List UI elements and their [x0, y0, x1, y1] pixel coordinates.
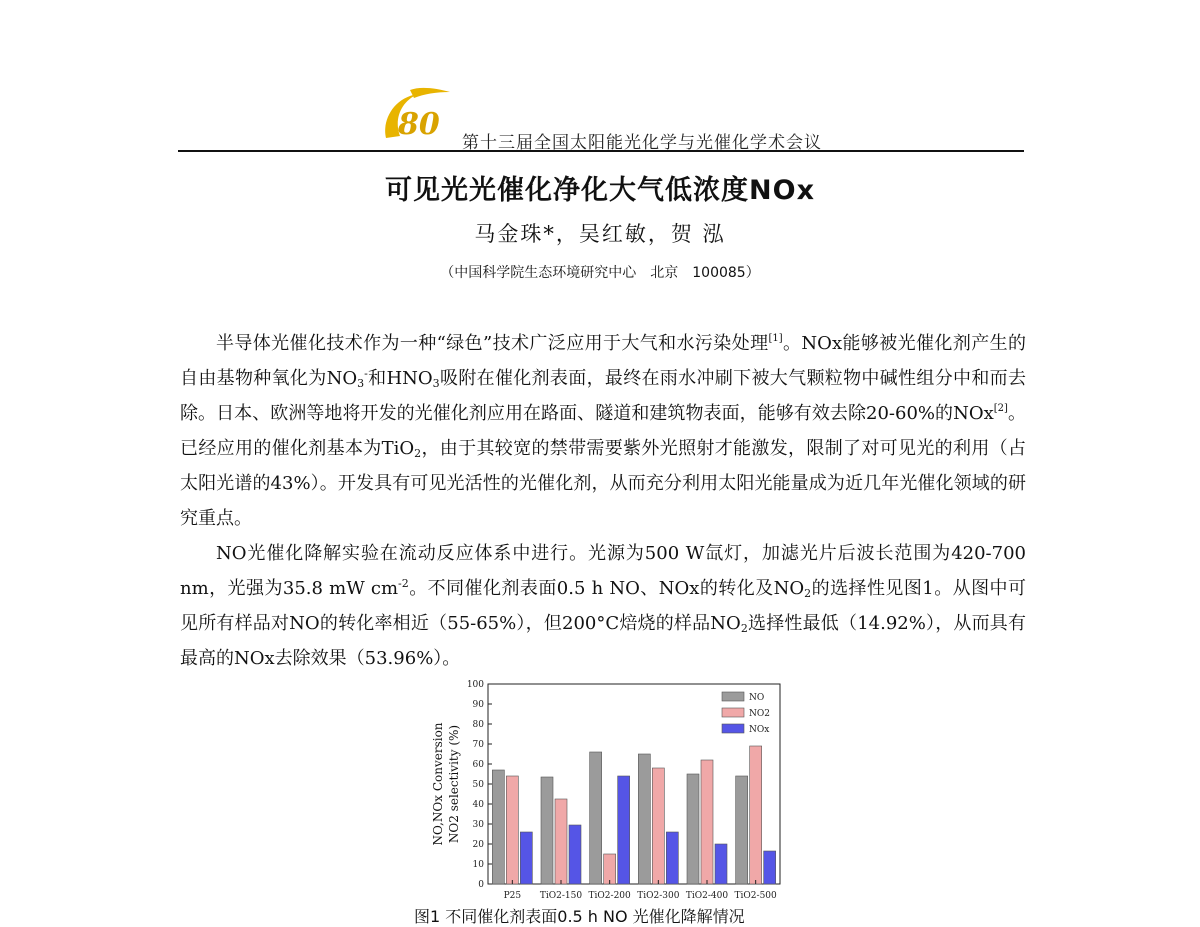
p2-text-a: NO光催化降解实验在流动反应体系中进行。光源为500 W氙灯，加滤光片后波长范围为420-700 nm，光强为35.8 mW cm: [180, 543, 1026, 599]
p2-subscript-2: 2: [740, 622, 748, 635]
bar-no: [590, 752, 602, 884]
bar-nox: [520, 832, 532, 884]
p1-text-e: 。已经应用的催化剂基本为TiO: [180, 403, 1027, 459]
legend-swatch-no: [722, 692, 744, 701]
p1-superscript-1: -: [364, 367, 368, 380]
legend-swatch-nox: [722, 724, 744, 733]
p2-text-d: 选择性最低（14.92%），从而具有最高的NOx去除效果（53.96%）。: [180, 613, 1026, 669]
bar-nox: [764, 851, 776, 884]
logo-number: 80: [398, 107, 440, 142]
header-rule: [178, 150, 1024, 152]
paper-affiliation: （中国科学院生态环境研究中心 北京 100085）: [440, 265, 760, 281]
p2-superscript-1: -2: [398, 577, 409, 590]
x-tick-label: P25: [503, 891, 522, 901]
bar-no2: [555, 799, 567, 884]
bar-no: [541, 777, 553, 884]
x-tick-label: TiO2-400: [685, 891, 729, 901]
p1-subscript-2: 3: [432, 377, 440, 390]
x-tick-label: TiO2-500: [734, 891, 777, 901]
body-text: [180, 326, 1026, 676]
legend-label-nox: NOx: [749, 725, 770, 735]
bar-nox: [666, 832, 678, 884]
p1-subscript-1: 3: [357, 377, 365, 390]
paper-title: 可见光光催化净化大气低浓度NOx: [385, 175, 815, 206]
bar-no2: [750, 746, 762, 884]
y-tick-label: 70: [472, 740, 484, 750]
y-tick-label: 10: [472, 860, 484, 870]
paragraph-2: [180, 536, 1026, 676]
x-tick-label: TiO2-300: [637, 891, 680, 901]
p1-text-b: 。NOx能够被光催化剂产生的自由基物种氧化为NO: [180, 333, 1026, 389]
figure-caption: 图1 不同催化剂表面0.5 h NO 光催化降解情况: [414, 907, 745, 926]
y-tick-label: 100: [466, 680, 484, 690]
bar-no2: [701, 760, 713, 884]
legend-label-no2: NO2: [749, 709, 770, 719]
paragraph-1: [180, 326, 1026, 536]
bar-nox: [569, 825, 581, 884]
paper-authors: 马金珠*，吴红敏，贺 泓: [474, 222, 726, 246]
citation-2: [2]: [993, 403, 1008, 414]
bar-no: [687, 774, 699, 884]
p1-subscript-3: 2: [414, 447, 422, 460]
y-tick-label: 80: [472, 720, 484, 730]
p1-text-a: 半导体光催化技术作为一种“绿色”技术广泛应用于大气和水污染处理: [216, 333, 769, 354]
y-tick-label: 20: [472, 840, 484, 850]
bar-no: [736, 776, 748, 884]
bar-nox: [618, 776, 630, 884]
bar-no: [638, 754, 650, 884]
y-axis-label-line1: NO,NOx Conversion: [431, 722, 445, 846]
p2-text-c: 的选择性见图1。从图中可见所有样品对NO的转化率相近（55-65%），但200°C焙烧的样品NO: [180, 578, 1026, 634]
y-tick-label: 50: [472, 780, 484, 790]
conference-logo: [380, 86, 460, 148]
y-tick-label: 60: [472, 760, 484, 770]
y-tick-label: 30: [472, 820, 484, 830]
legend-swatch-no2: [722, 708, 744, 717]
x-tick-label: TiO2-150: [539, 891, 583, 901]
p2-text-b: 。不同催化剂表面0.5 h NO、NOx的转化及NO: [408, 578, 805, 599]
bar-no2: [506, 776, 518, 884]
citation-1: [1]: [768, 333, 783, 344]
conversion-bar-chart: [410, 672, 790, 912]
bar-nox: [715, 844, 727, 884]
bar-no2: [652, 768, 664, 884]
x-tick-label: TiO2-200: [588, 891, 631, 901]
y-tick-label: 90: [472, 700, 484, 710]
y-tick-label: 0: [478, 880, 484, 890]
p1-text-f: ，由于其较宽的禁带需要紫外光照射才能激发，限制了对可见光的利用（占太阳光谱的43%）。开发具有可见光活性的光催化剂，从而充分利用太阳光能量成为近几年光催化领域的研究重点。: [180, 438, 1026, 529]
p1-text-d: 吸附在催化剂表面，最终在雨水冲刷下被大气颗粒物中碱性组分中和而去除。日本、欧洲等地将开发的光催化剂应用在路面、隧道和建筑物表面，能够有效去除20-60%的NOx: [180, 368, 1026, 424]
y-tick-label: 40: [472, 800, 484, 810]
bar-no2: [604, 854, 616, 884]
p2-subscript-1: 2: [804, 587, 812, 600]
legend-label-no: NO: [749, 693, 765, 703]
p1-text-c: 和HNO: [367, 368, 433, 389]
bar-no: [492, 770, 504, 884]
y-axis-label-line2: NO2 selectivity (%): [447, 724, 461, 844]
conference-name: 第十三届全国太阳能光化学与光催化学术会议: [462, 133, 822, 153]
